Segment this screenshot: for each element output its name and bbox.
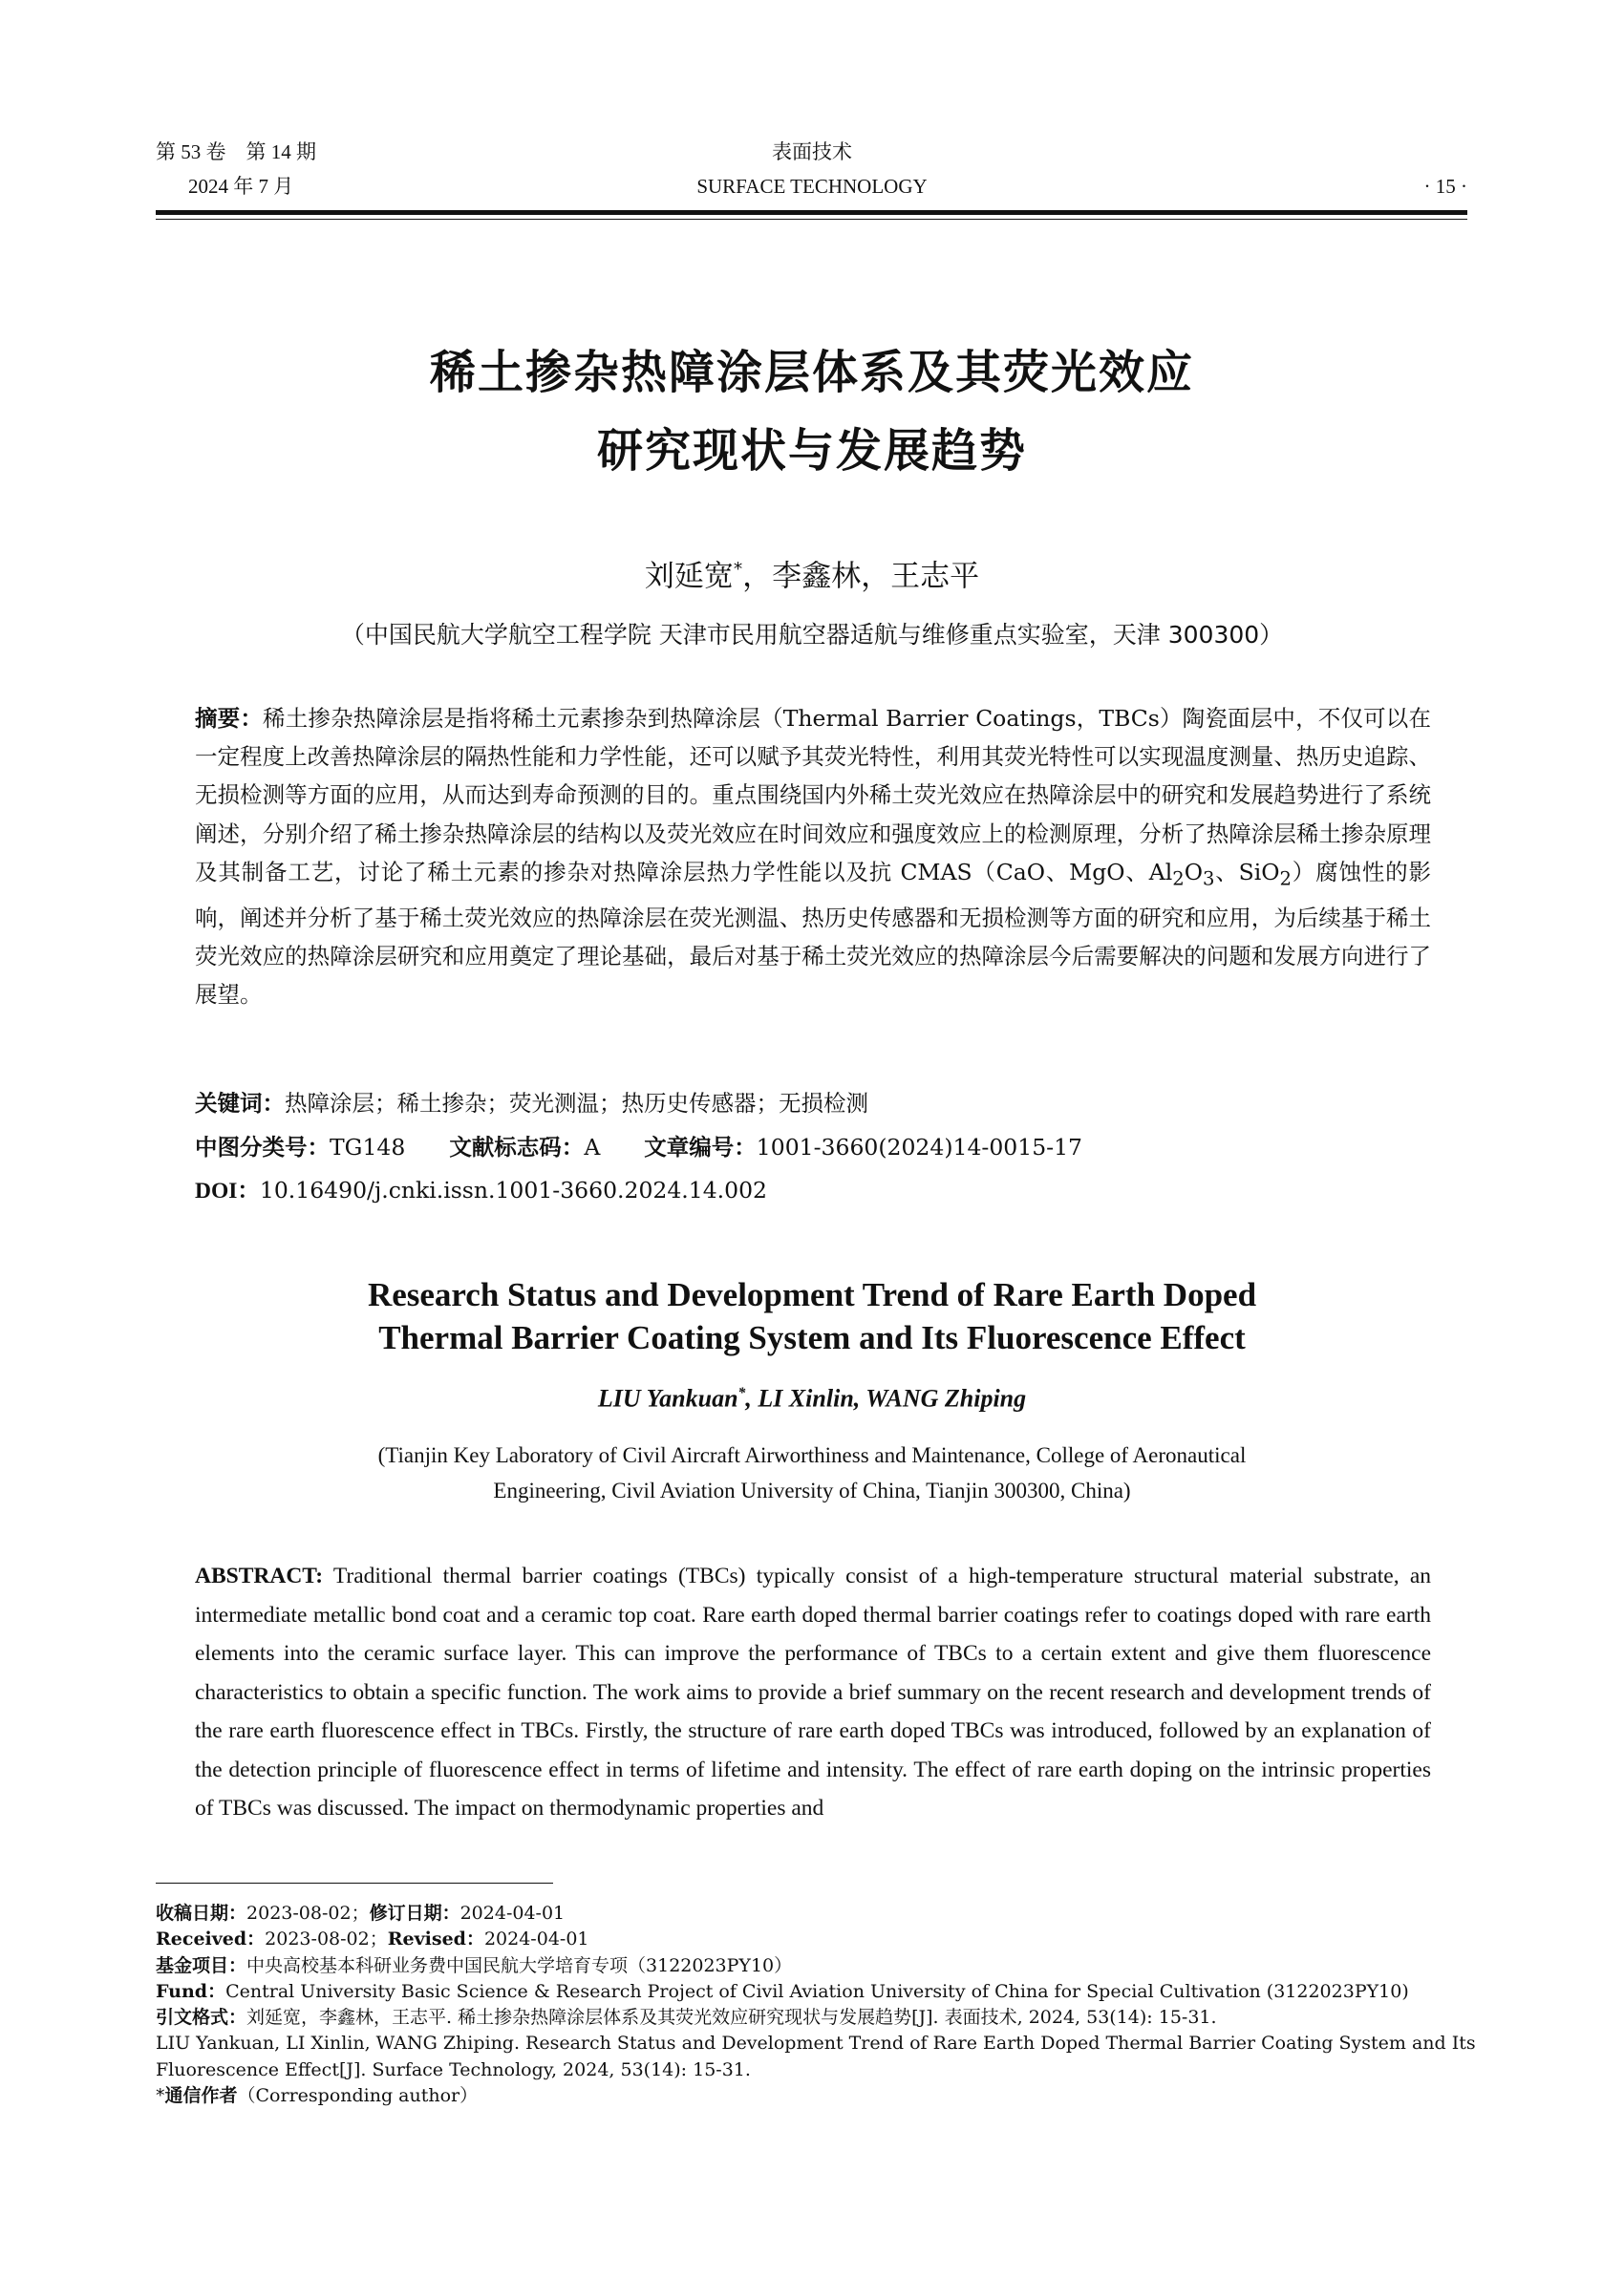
received-cn-label: 收稿日期：: [156, 1903, 247, 1924]
citation-en-text: LIU Yankuan, LI Xinlin, WANG Zhiping. Research Status and Development Trend of Rare Earth Doped Thermal Barrier Coating System and Its Fluorescence Effect[J]. Surface Technology, 2024, 53(14): 15-31.: [156, 2033, 1476, 2080]
article-no-value: 1001-3660(2024)14-0015-17: [756, 1134, 1082, 1161]
cn-title-line-2: 研究现状与发展趋势: [596, 424, 1027, 478]
header-rule-thick: [156, 210, 1467, 215]
revised-cn-label: 修订日期：: [369, 1903, 460, 1924]
en-title-line-1: Research Status and Development Trend of Rare Earth Doped: [367, 1276, 1257, 1313]
cn-abstract-o: O: [1184, 858, 1203, 885]
cn-title-line-1: 稀土掺杂热障涂层体系及其荧光效应: [429, 346, 1194, 399]
fund-en-line: [156, 1979, 1493, 2005]
issue-date: 2024 年 7 月: [188, 175, 294, 198]
corresponding-mark: *: [156, 2085, 165, 2107]
citation-label: 引文格式：: [156, 2007, 247, 2029]
cn-abstract-part-1: 稀土掺杂热障涂层是指将稀土元素掺杂到热障涂层（Thermal Barrier Coatings，TBCs）陶瓷面层中，不仅可以在一定程度上改善热障涂层的隔热性能和力学性能，还可以赋予其荧光特性，利用其荧光特性可以实现温度测量、热历史追踪、无损检测等方面的应用，从而达到寿命预测的目的。重点围绕国内外稀土荧光效应在热障涂层中的研究和发展趋势进行了系统阐述，分别介绍了稀土掺杂热障涂层的结构以及荧光效应在时间效应和强度效应上的检测原理，分析了热障涂层稀土掺杂原理及其制备工艺，讨论了稀土元素的掺杂对热障涂层热力学性能以及抗 CMAS（CaO、MgO、Al: [195, 705, 1431, 885]
fund-cn-label: 基金项目：: [156, 1954, 247, 1976]
received-cn-date: 2023-08-02；: [246, 1903, 370, 1924]
cn-affiliation: （中国民航大学航空工程学院 天津市民用航空器适航与维修重点实验室，天津 300300）: [340, 621, 1284, 649]
received-en-date: 2023-08-02；: [265, 1928, 388, 1950]
cn-abstract-sub: 2: [1279, 867, 1292, 890]
received-en-line: [156, 1927, 1493, 1952]
cn-authors-rest: ，李鑫林，王志平: [742, 559, 980, 594]
doi-value: 10.16490/j.cnki.issn.1001-3660.2024.14.002: [259, 1177, 767, 1204]
cn-keywords-label: 关键词：: [195, 1090, 285, 1117]
cn-abstract-label: 摘要：: [195, 705, 264, 732]
corresponding-en: （Corresponding author）: [237, 2085, 479, 2107]
cn-classification-row: [195, 1128, 1431, 1166]
cn-keywords-text: 热障涂层；稀土掺杂；荧光测温；热历史传感器；无损检测: [285, 1090, 868, 1117]
en-affiliation-line-1: (Tianjin Key Laboratory of Civil Aircraft Airworthiness and Maintenance, College of Aeronautical: [377, 1443, 1247, 1467]
en-title-line-2: Thermal Barrier Coating System and Its Fluorescence Effect: [378, 1319, 1246, 1356]
cn-authors: [0, 551, 1624, 595]
cn-author-1: 刘延宽: [644, 559, 734, 594]
received-cn-line: [156, 1901, 1493, 1927]
citation-cn-line: [156, 2005, 1493, 2031]
cn-keywords: [195, 1084, 1431, 1122]
corresponding-label: 通信作者: [164, 2085, 238, 2107]
en-affiliation-line-2: Engineering, Civil Aviation University of China, Tianjin 300300, China): [493, 1479, 1131, 1502]
revised-en-label: Revised：: [387, 1928, 484, 1950]
doi-row: [195, 1171, 1431, 1210]
doc-code-value: A: [584, 1134, 601, 1161]
journal-name-cn: 表面技术: [772, 140, 852, 163]
article-no-label: 文章编号：: [644, 1134, 757, 1161]
revised-cn-date: 2024-04-01: [459, 1903, 566, 1924]
journal-name-en: SURFACE TECHNOLOGY: [696, 175, 928, 198]
page-number: · 15 ·: [1423, 175, 1467, 198]
clc-label: 中图分类号：: [195, 1134, 330, 1161]
en-authors-rest: , LI Xinlin, WANG Zhiping: [745, 1384, 1027, 1413]
en-corresponding-mark: *: [737, 1385, 746, 1401]
clc-value: TG148: [330, 1134, 406, 1161]
fund-en-text: Central University Basic Science & Research Project of Civil Aviation University of China for Special Cultivation (3122023PY10): [225, 1980, 1409, 2002]
cn-corresponding-mark: *: [733, 560, 743, 580]
doc-code-label: 文献标志码：: [449, 1134, 585, 1161]
en-abstract-text: Traditional thermal barrier coatings (TBCs) typically consist of a high-temperature structural material substrate, an intermediate metallic bond coat and a ceramic top coat. Rare earth doped thermal barrier coatings refer to coatings doped with rare earth elements into the ceramic surface layer. This can improve the performance of TBCs to a certain extent and give them fluorescence characteristics to obtain a specific function. The work aims to provide a brief summary on the recent research and development trends of the rare earth fluorescence effect in TBCs. Firstly, the structure of rare earth doped TBCs was introduced, followed by an explanation of the detection principle of fluorescence effect in terms of lifetime and intensity. The effect of rare earth doping on the intrinsic properties of TBCs was discussed. The impact on thermodynamic properties and: [195, 1564, 1432, 1821]
corresponding-line: [156, 2083, 1493, 2109]
cn-abstract: [195, 699, 1431, 1013]
en-abstract-label: ABSTRACT:: [195, 1564, 324, 1588]
received-en-label: Received：: [156, 1928, 266, 1950]
en-abstract: [195, 1557, 1431, 1828]
cn-abstract-part-2: ）腐蚀性的影响，阐述并分析了基于稀土荧光效应的热障涂层在荧光测温、热历史传感器和无损检测等方面的研究和应用，为后续基于稀土荧光效应的热障涂层研究和应用奠定了理论基础，最后对基于稀土荧光效应的热障涂层今后需要解决的问题和发展方向进行了展望。: [195, 858, 1431, 1009]
fund-en-label: Fund：: [156, 1980, 226, 2002]
en-author-1: LIU Yankuan: [597, 1384, 738, 1413]
footnote-rule: [156, 1883, 553, 1884]
revised-en-date: 2024-04-01: [483, 1928, 589, 1950]
fund-cn-text: 中央高校基本科研业务费中国民航大学培育专项（3122023PY10）: [246, 1954, 793, 1976]
cn-abstract-sub: 2: [1172, 867, 1185, 890]
fund-cn-line: [156, 1953, 1493, 1979]
header-rule-thin: [156, 219, 1467, 220]
volume-issue: 第 53 卷 第 14 期: [156, 140, 316, 163]
cn-abstract-sub: 3: [1202, 867, 1215, 890]
en-authors: [0, 1377, 1624, 1416]
doi-label: DOI：: [195, 1179, 260, 1204]
footnotes: [156, 1901, 1493, 2109]
citation-cn-text: 刘延宽，李鑫林，王志平. 稀土掺杂热障涂层体系及其荧光效应研究现状与发展趋势[J]. 表面技术, 2024, 53(14): 15-31.: [246, 2007, 1217, 2029]
cn-abstract-sio: 、SiO: [1214, 858, 1280, 885]
